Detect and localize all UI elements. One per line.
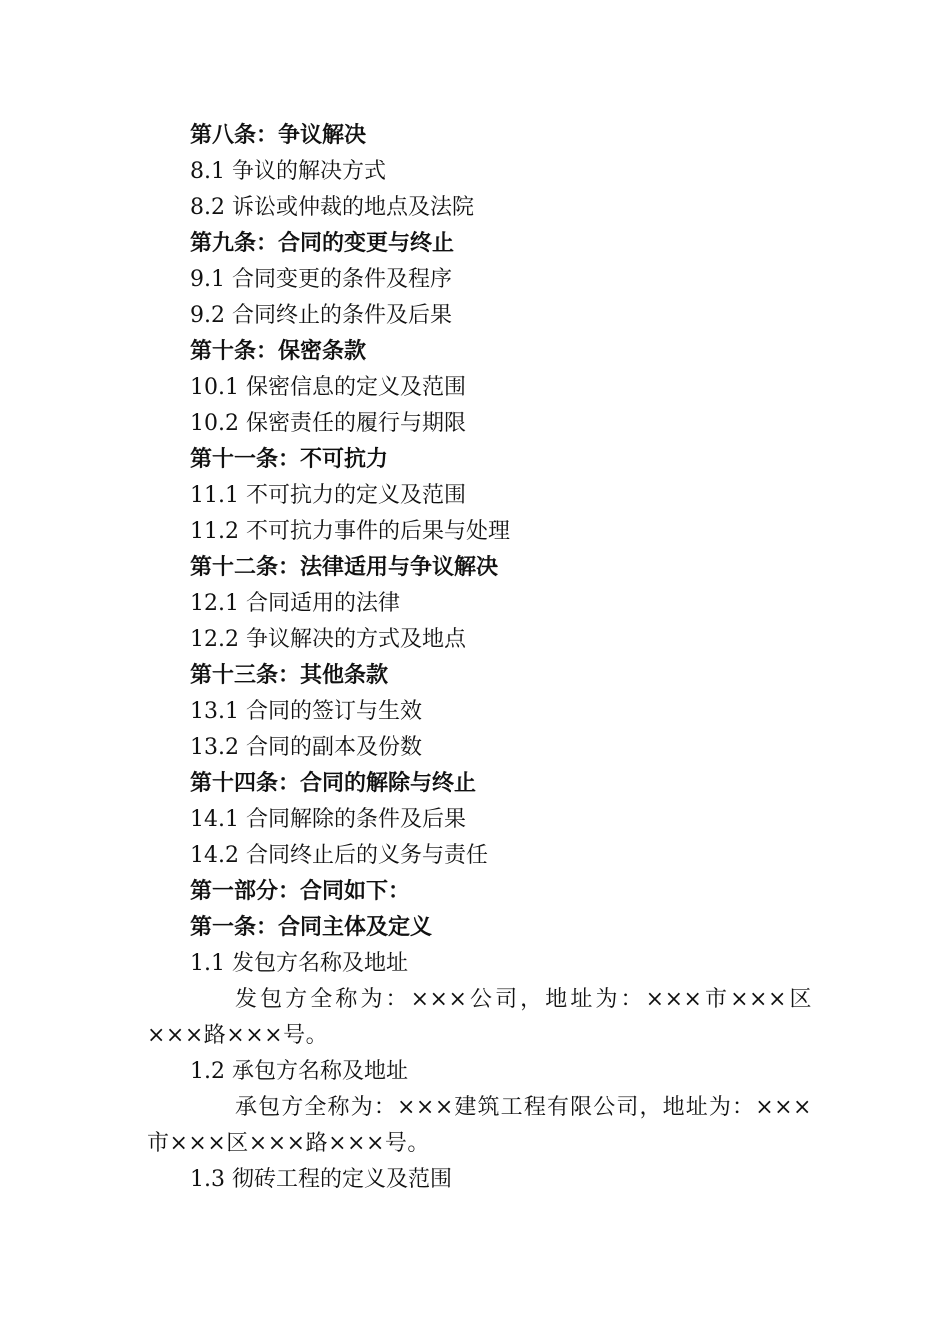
contractor-address-paragraph: 承包方全称为：×××建筑工程有限公司，地址为：×××市×××区×××路×××号。 [147,1095,812,1156]
article-heading-9: 第九条：合同的变更与终止 [190,231,455,256]
clause-10-2: 10.2 保密责任的履行与期限 [190,411,466,436]
article-heading-12: 第十二条：法律适用与争议解决 [190,555,499,580]
clause-12-1: 12.1 合同适用的法律 [190,591,400,616]
clause-11-2: 11.2 不可抗力事件的后果与处理 [190,519,510,544]
part-one-heading: 第一部分：合同如下： [190,879,411,904]
clause-12-2: 12.2 争议解决的方式及地点 [190,627,466,652]
article-heading-11: 第十一条：不可抗力 [190,447,389,472]
article-heading-14: 第十四条：合同的解除与终止 [190,771,477,796]
article-heading-10: 第十条：保密条款 [190,339,367,364]
clause-14-1: 14.1 合同解除的条件及后果 [190,807,466,832]
article-heading-13: 第十三条：其他条款 [190,663,389,688]
clause-11-1: 11.1 不可抗力的定义及范围 [190,483,466,508]
clause-1-1: 1.1 发包方名称及地址 [190,951,408,976]
clause-1-3: 1.3 彻砖工程的定义及范围 [190,1167,452,1192]
clause-8-1: 8.1 争议的解决方式 [190,159,386,184]
clause-14-2: 14.2 合同终止后的义务与责任 [190,843,488,868]
clause-1-2: 1.2 承包方名称及地址 [190,1059,408,1084]
article-heading-8: 第八条：争议解决 [190,123,367,148]
document-body [147,118,812,1198]
employer-address-paragraph: 发包方全称为：×××公司，地址为：×××市×××区×××路×××号。 [147,987,812,1048]
clause-10-1: 10.1 保密信息的定义及范围 [190,375,466,400]
clause-13-1: 13.1 合同的签订与生效 [190,699,422,724]
article-heading-1: 第一条：合同主体及定义 [190,915,433,940]
clause-13-2: 13.2 合同的副本及份数 [190,735,422,760]
clause-9-2: 9.2 合同终止的条件及后果 [190,303,452,328]
clause-9-1: 9.1 合同变更的条件及程序 [190,267,452,292]
clause-8-2: 8.2 诉讼或仲裁的地点及法院 [190,195,474,220]
